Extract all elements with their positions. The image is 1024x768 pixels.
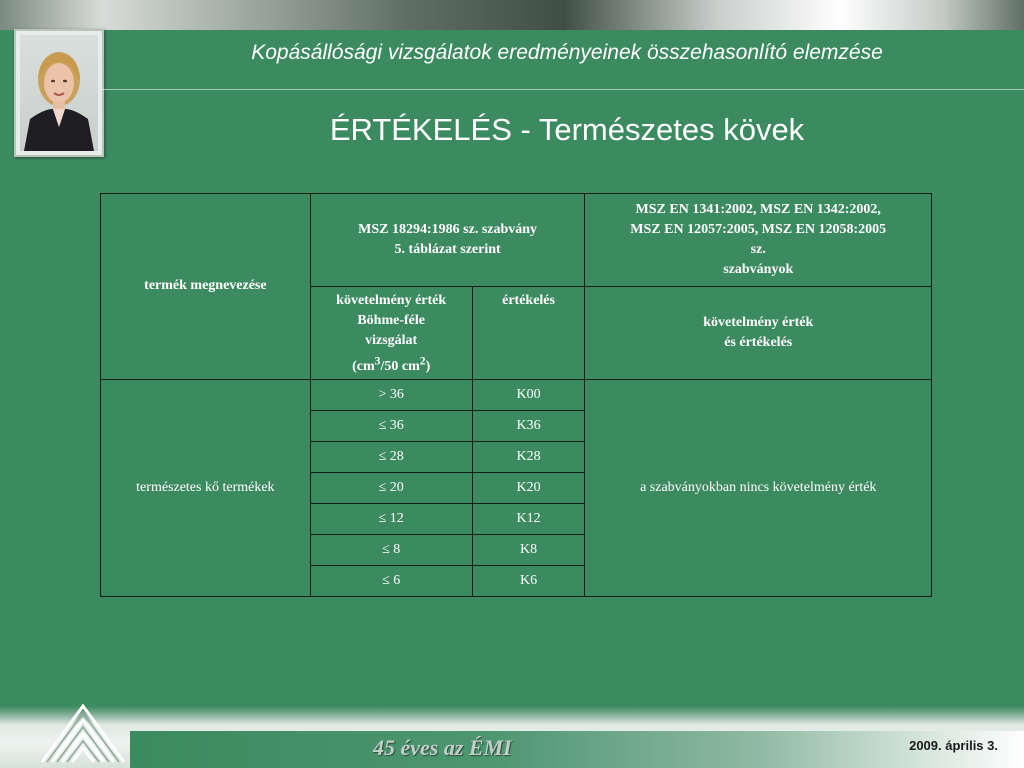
- requirement-line1: követelmény érték: [336, 293, 447, 308]
- slide-title: ÉRTÉKELÉS - Természetes kövek: [329, 112, 805, 147]
- portrait-figure: [20, 35, 98, 151]
- en-standards-line2: MSZ EN 12057:2005, MSZ EN 12058:2005: [630, 222, 887, 237]
- header-en-standards: [585, 194, 932, 287]
- subheader-en-requirement: [585, 287, 932, 380]
- subheader-requirement: [310, 287, 472, 380]
- requirement-value: ≤ 20: [310, 472, 472, 503]
- row-en-note: a szabványokban nincs követelmény érték: [585, 379, 932, 596]
- msz-standard-line1: MSZ 18294:1986 sz. szabvány: [358, 222, 538, 237]
- en-requirement-line1: követelmény érték: [703, 314, 814, 330]
- header-msz-standard: [310, 194, 585, 287]
- requirement-value: ≤ 12: [310, 503, 472, 534]
- header-divider: [102, 89, 1024, 90]
- en-requirement-line2: és értékelés: [724, 334, 793, 350]
- requirement-unit: ($cm^3/50$ $cm^2$): [352, 354, 431, 374]
- evaluation-class: K36: [472, 410, 585, 441]
- requirement-value: ≤ 28: [310, 441, 472, 472]
- presentation-date: 2009. április 3.: [909, 738, 998, 753]
- emi-logo-icon: [38, 690, 128, 768]
- requirement-value: ≤ 6: [310, 565, 472, 596]
- requirement-line2: Böhme-féle: [357, 313, 425, 328]
- en-standards-line1: MSZ EN 1341:2002, MSZ EN 1342:2002,: [635, 202, 881, 217]
- evaluation-class: K00: [472, 379, 585, 410]
- top-gradient-bar: [0, 0, 1024, 30]
- requirement-value: > 36: [310, 379, 472, 410]
- evaluation-class: K6: [472, 565, 585, 596]
- evaluation-class: K28: [472, 441, 585, 472]
- table-row: [101, 379, 932, 410]
- header-product-name: termék megnevezése: [101, 194, 311, 380]
- en-standards-line4: szabványok: [723, 262, 794, 277]
- evaluation-class: K8: [472, 534, 585, 565]
- anniversary-label: 45 éves az ÉMI: [373, 735, 512, 760]
- subheader-evaluation: értékelés: [472, 287, 585, 380]
- requirement-line3: vizsgálat: [365, 333, 418, 348]
- presentation-subtitle: Kopásállósági vizsgálatok eredményeinek összehasonlító elemzése: [251, 41, 883, 64]
- row-product-name: természetes kő termékek: [101, 379, 311, 596]
- requirement-value: ≤ 36: [310, 410, 472, 441]
- presenter-portrait: [20, 35, 98, 151]
- table-header-row: [101, 194, 932, 287]
- footer-stripe: [130, 731, 1024, 768]
- presenter-photo: [14, 29, 104, 157]
- evaluation-class: K12: [472, 503, 585, 534]
- msz-standard-line2: 5. táblázat szerint: [394, 242, 501, 257]
- evaluation-class: K20: [472, 472, 585, 503]
- en-standards-line3: sz.: [750, 242, 766, 257]
- requirement-value: ≤ 8: [310, 534, 472, 565]
- evaluation-table: [100, 193, 932, 597]
